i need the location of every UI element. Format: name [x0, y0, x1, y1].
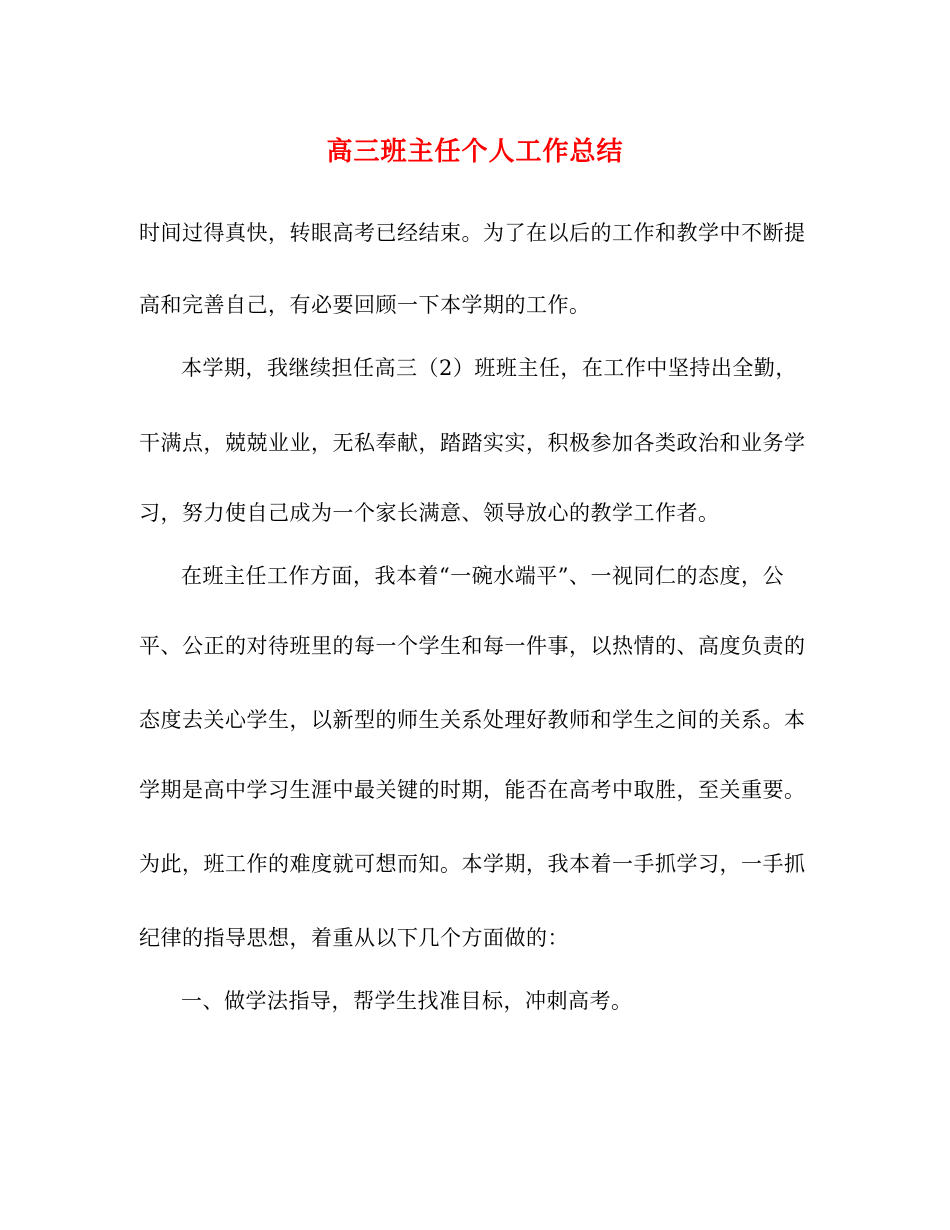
paragraph-line: 高和完善自己，有必要回顾一下本学期的工作。 — [139, 293, 591, 317]
paragraph-line: 态度去关心学生，以新型的师生关系处理好教师和学生之间的关系。本 — [139, 708, 806, 732]
paragraph-line: 一、做学法指导，帮学生找准目标，冲刺高考。 — [181, 989, 633, 1013]
paragraph-line: 纪律的指导思想，着重从以下几个方面做的： — [139, 926, 569, 950]
document-title: 高三班主任个人工作总结 — [326, 137, 624, 167]
paragraph-line: 在班主任工作方面，我本着“一碗水端平”、一视同仁的态度，公 — [181, 564, 784, 588]
paragraph-line: 时间过得真快，转眼高考已经结束。为了在以后的工作和教学中不断提 — [139, 221, 806, 245]
paragraph-line: 平、公正的对待班里的每一个学生和每一件事，以热情的、高度负责的 — [139, 634, 806, 658]
paragraph-line: 干满点，兢兢业业，无私奉献，踏踏实实，积极参加各类政治和业务学 — [139, 431, 806, 455]
paragraph-line: 学期是高中学习生涯中最关键的时期，能否在高考中取胜，至关重要。 — [139, 778, 806, 802]
paragraph-line: 习，努力使自己成为一个家长满意、领导放心的教学工作者。 — [139, 501, 720, 525]
paragraph-line: 为此，班工作的难度就可想而知。本学期，我本着一手抓学习，一手抓 — [139, 852, 806, 876]
paragraph-line: 本学期，我继续担任高三（2）班班主任，在工作中坚持出全勤， — [181, 356, 797, 380]
